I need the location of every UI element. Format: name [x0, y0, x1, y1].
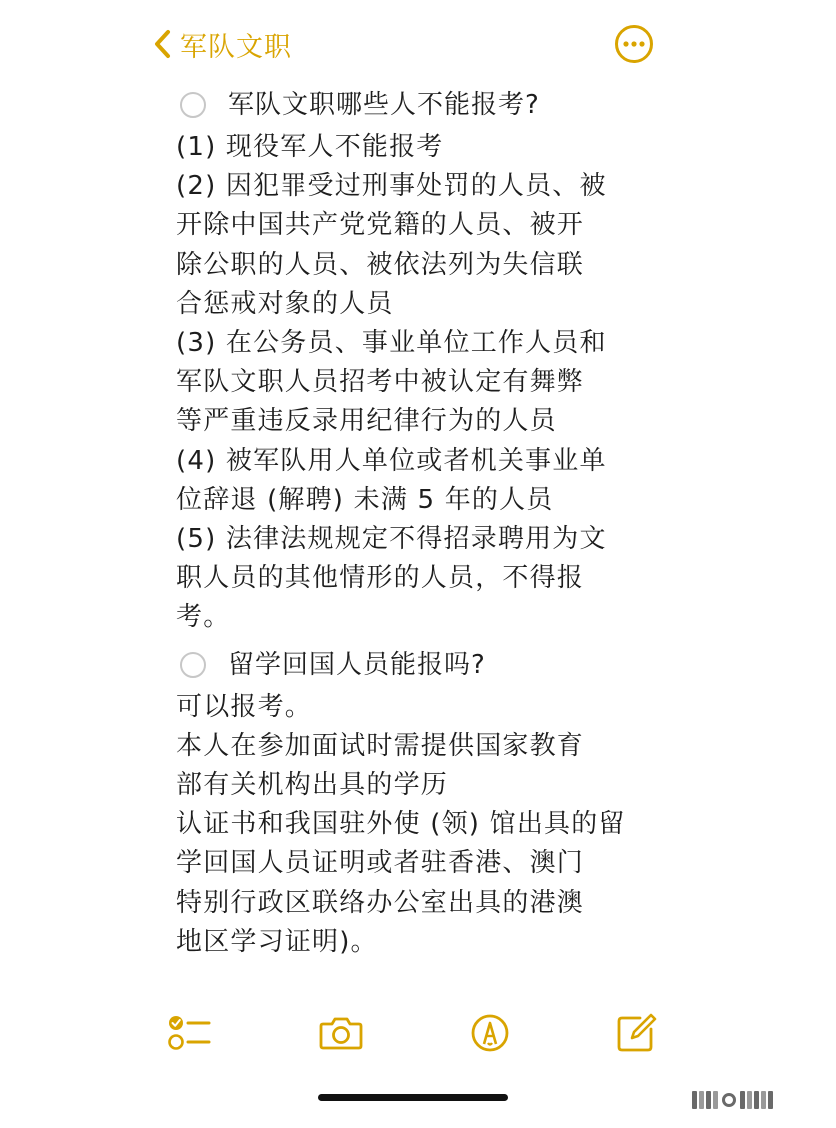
- note-paragraph: [176, 128, 656, 638]
- note-line: 职人员的其他情形的人员，不得报: [176, 563, 585, 594]
- camera-icon: [318, 1012, 364, 1054]
- note-line: 军队文职人员招考中被认定有舞弊: [176, 367, 585, 398]
- checklist-button[interactable]: [166, 1012, 212, 1054]
- back-button[interactable]: [152, 24, 292, 64]
- checklist-item-text: 留学回国人员能报吗?: [228, 649, 486, 680]
- note-line: 合惩戒对象的人员: [176, 288, 394, 319]
- note-line: (2) 因犯罪受过刑事处罚的人员、被: [176, 171, 607, 202]
- more-options-button[interactable]: [614, 24, 654, 64]
- note-line: 考。: [176, 602, 231, 633]
- note-line: 除公职的人员、被依法列为失信联: [176, 249, 585, 280]
- checkbox-circle[interactable]: [180, 92, 206, 118]
- note-line: 特别行政区联络办公室出具的港澳: [176, 887, 585, 918]
- chevron-left-icon: [152, 29, 174, 59]
- note-line: (5) 法律法规规定不得招录聘用为文: [176, 524, 607, 555]
- note-line: 等严重违反录用纪律行为的人员: [176, 406, 557, 437]
- note-line: 本人在参加面试时需提供国家教育: [176, 730, 585, 761]
- note-paragraph: [176, 688, 656, 962]
- back-label: 军队文职: [180, 31, 292, 63]
- note-line: 认证书和我国驻外使 (领) 馆出具的留: [176, 809, 626, 840]
- note-line: (3) 在公务员、事业单位工作人员和: [176, 328, 607, 359]
- compose-button[interactable]: [614, 1012, 660, 1054]
- home-indicator[interactable]: [318, 1094, 508, 1101]
- checklist-item: [176, 642, 656, 688]
- note-body[interactable]: [176, 80, 656, 962]
- checklist-icon: [166, 1012, 212, 1054]
- note-line: (1) 现役军人不能报考: [176, 132, 444, 162]
- ellipsis-circle-icon: [614, 24, 654, 64]
- watermark-logo: [692, 1088, 773, 1112]
- markup-button[interactable]: [467, 1012, 513, 1054]
- note-line: 开除中国共产党党籍的人员、被开: [176, 210, 585, 241]
- note-line: (4) 被军队用人单位或者机关事业单: [176, 445, 607, 476]
- checklist-item: [176, 82, 656, 128]
- markup-pen-icon: [467, 1012, 513, 1054]
- note-line: 学回国人员证明或者驻香港、澳门: [176, 848, 585, 879]
- note-line: 位辞退 (解聘) 未满 5 年的人员: [176, 484, 554, 515]
- compose-icon: [614, 1012, 660, 1054]
- note-line: 可以报考。: [176, 691, 313, 722]
- note-line: 部有关机构出具的学历: [176, 770, 449, 801]
- checklist-item-text: 军队文职哪些人不能报考?: [228, 90, 540, 120]
- checkbox-circle[interactable]: [180, 652, 206, 678]
- note-line: 地区学习证明)。: [176, 926, 378, 957]
- camera-button[interactable]: [318, 1012, 364, 1054]
